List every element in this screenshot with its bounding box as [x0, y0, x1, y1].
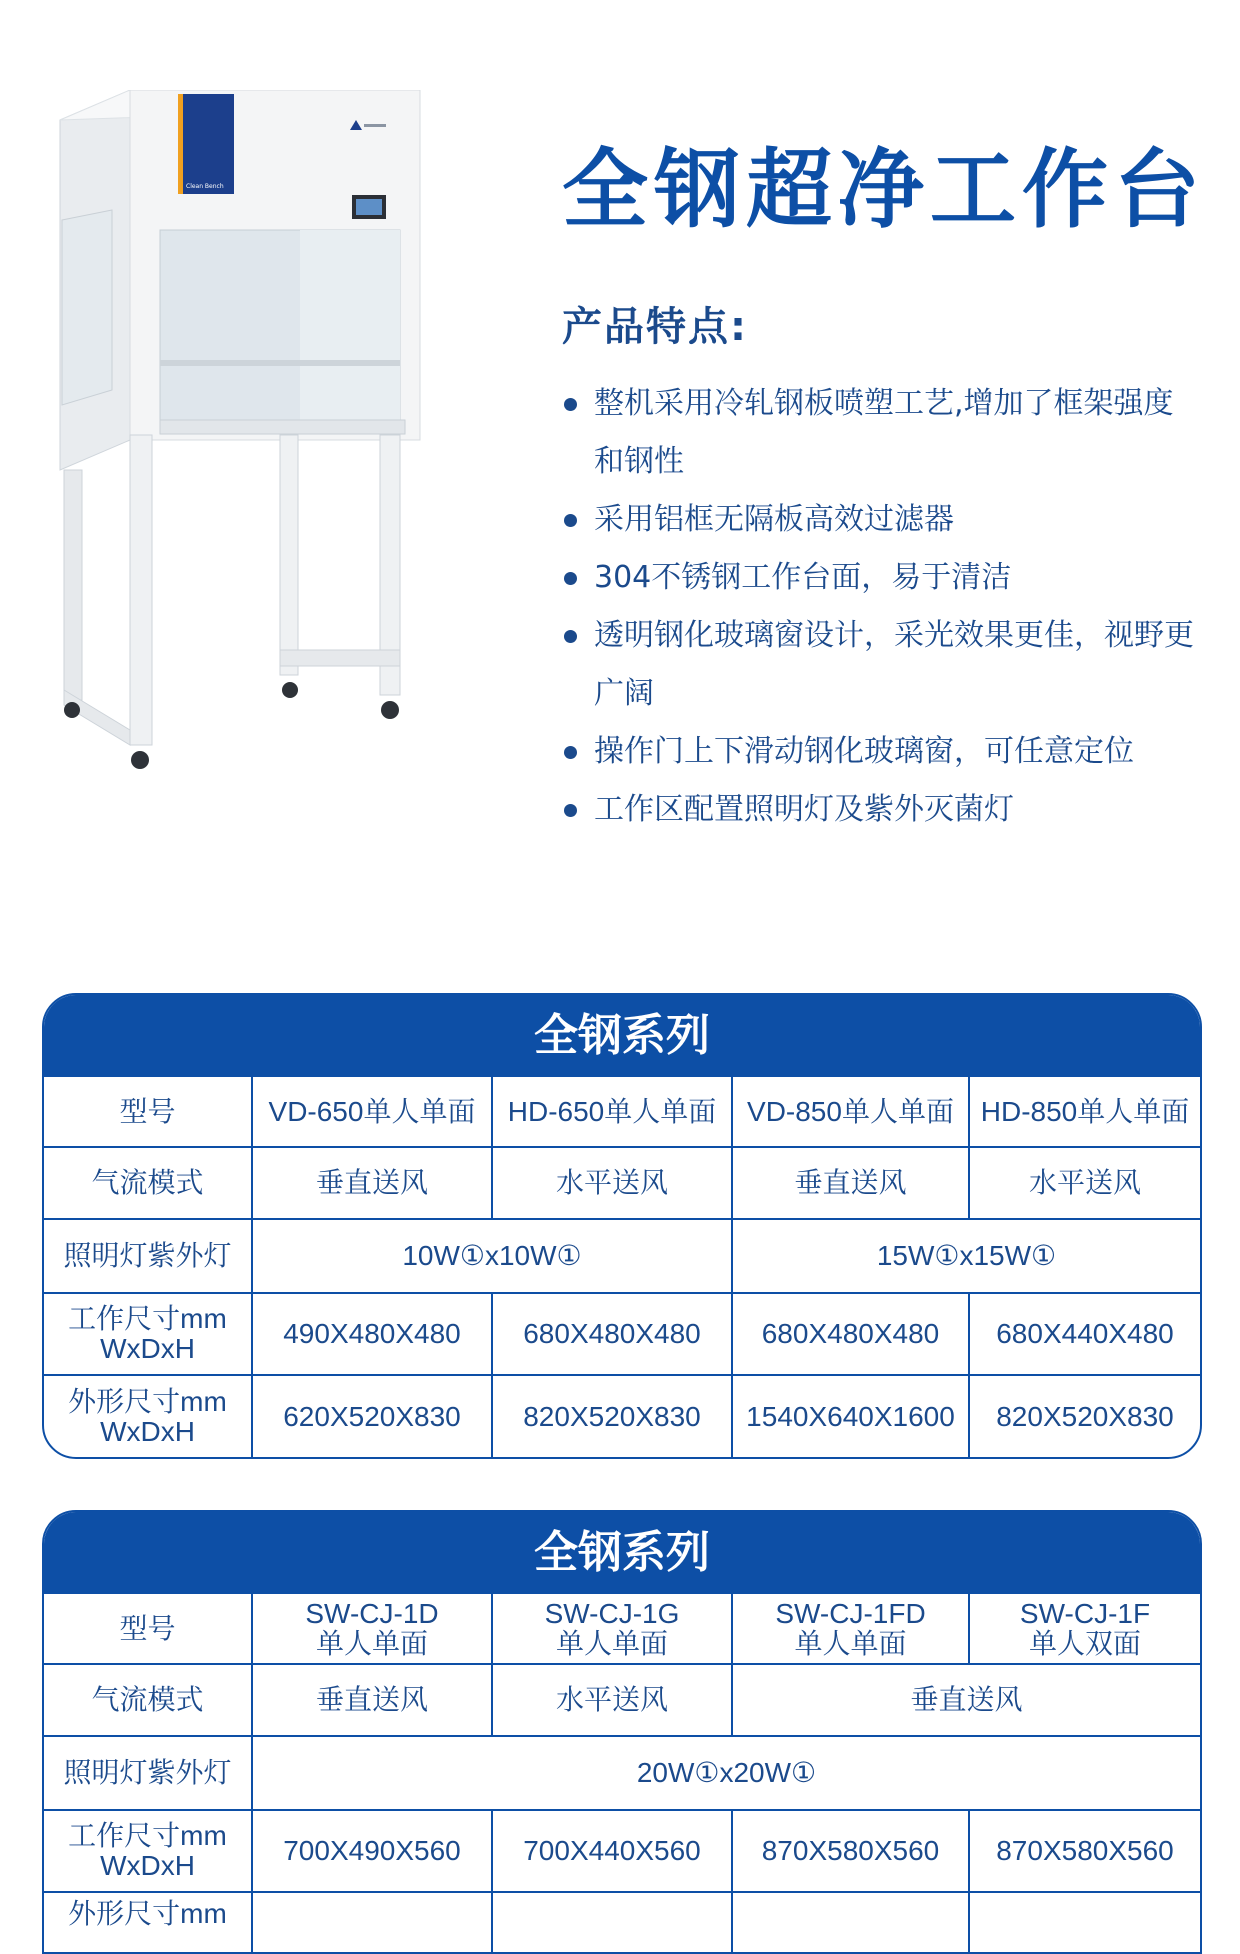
table-cell: SW-CJ-1G 单人单面 — [492, 1594, 732, 1664]
bullet-icon — [564, 746, 577, 759]
feature-item: 整机采用冷轧钢板喷塑工艺,增加了框架强度和钢性 — [562, 375, 1202, 491]
table-cell: 820X520X830 — [492, 1375, 732, 1457]
table-cell: HD-650单人单面 — [492, 1077, 732, 1147]
table-cell — [969, 1892, 1200, 1954]
spec-table-body — [44, 1077, 1200, 1457]
table-cell: HD-850单人单面 — [969, 1077, 1200, 1147]
table-cell: 700X440X560 — [492, 1810, 732, 1892]
table-cell — [252, 1892, 492, 1954]
table-cell: 870X580X560 — [732, 1810, 969, 1892]
row-label: 照明灯紫外灯 — [44, 1219, 252, 1293]
svg-text:Clean Bench: Clean Bench — [186, 183, 224, 190]
table-cell: 680X480X480 — [492, 1293, 732, 1375]
table-cell: 820X520X830 — [969, 1375, 1200, 1457]
row-label: 工作尺寸mm WxDxH — [44, 1293, 252, 1375]
table-cell: 870X580X560 — [969, 1810, 1200, 1892]
table-cell: 680X480X480 — [732, 1293, 969, 1375]
table-cell — [492, 1892, 732, 1954]
spec-table-2 — [42, 1510, 1202, 1954]
spec-table-1 — [42, 993, 1202, 1459]
feature-item: 采用铝框无隔板高效过滤器 — [562, 491, 1202, 549]
clean-bench-image — [50, 90, 530, 870]
feature-item: 透明钢化玻璃窗设计，采光效果更佳，视野更广阔 — [562, 607, 1202, 723]
bullet-icon — [564, 572, 577, 585]
table-cell: 水平送风 — [969, 1147, 1200, 1219]
table-row — [44, 1147, 1200, 1219]
table-cell: VD-650单人单面 — [252, 1077, 492, 1147]
table-cell: 680X440X480 — [969, 1293, 1200, 1375]
table-cell: 490X480X480 — [252, 1293, 492, 1375]
table-cell: 700X490X560 — [252, 1810, 492, 1892]
feature-item: 304不锈钢工作台面，易于清洁 — [562, 549, 1202, 607]
table-cell — [732, 1892, 969, 1954]
table-row — [44, 1594, 1200, 1664]
table-cell: 垂直送风 — [252, 1147, 492, 1219]
bullet-icon — [564, 398, 577, 411]
row-label: 照明灯紫外灯 — [44, 1736, 252, 1810]
table-cell: 15W①x15W① — [732, 1219, 1200, 1293]
feature-item: 操作门上下滑动钢化玻璃窗，可任意定位 — [562, 723, 1202, 781]
table-row — [44, 1736, 1200, 1810]
table-cell: SW-CJ-1FD 单人单面 — [732, 1594, 969, 1664]
table-row — [44, 1810, 1200, 1892]
table-heading: 全钢系列 — [44, 995, 1200, 1077]
table-row — [44, 1219, 1200, 1293]
table-row — [44, 1375, 1200, 1457]
row-label: 型号 — [44, 1077, 252, 1147]
row-label: 工作尺寸mm WxDxH — [44, 1810, 252, 1892]
table-cell: 垂直送风 — [732, 1147, 969, 1219]
table-row — [44, 1293, 1200, 1375]
row-label: 气流模式 — [44, 1147, 252, 1219]
row-label: 外形尺寸mm WxDxH — [44, 1375, 252, 1457]
features-list — [562, 375, 1202, 839]
row-label: 气流模式 — [44, 1664, 252, 1736]
table-cell: 1540X640X1600 — [732, 1375, 969, 1457]
table-cell: 水平送风 — [492, 1147, 732, 1219]
table-cell: 10W①x10W① — [252, 1219, 732, 1293]
spec-table-body — [44, 1594, 1200, 1954]
table-cell: 垂直送风 — [252, 1664, 492, 1736]
table-row — [44, 1077, 1200, 1147]
table-cell: VD-850单人单面 — [732, 1077, 969, 1147]
bullet-icon — [564, 514, 577, 527]
row-label: 外形尺寸mm — [44, 1892, 252, 1954]
feature-item: 工作区配置照明灯及紫外灭菌灯 — [562, 781, 1202, 839]
table-cell: 620X520X830 — [252, 1375, 492, 1457]
table-cell: 水平送风 — [492, 1664, 732, 1736]
hero-section — [0, 0, 1240, 940]
table-row — [44, 1892, 1200, 1954]
table-heading: 全钢系列 — [44, 1512, 1200, 1594]
table-row — [44, 1664, 1200, 1736]
row-label: 型号 — [44, 1594, 252, 1664]
table-cell: 垂直送风 — [732, 1664, 1200, 1736]
table-cell: 20W①x20W① — [252, 1736, 1200, 1810]
features-heading: 产品特点: — [562, 304, 748, 350]
table-cell: SW-CJ-1F 单人双面 — [969, 1594, 1200, 1664]
table-cell: SW-CJ-1D 单人单面 — [252, 1594, 492, 1664]
bullet-icon — [564, 630, 577, 643]
page-title: 全钢超净工作台 — [562, 140, 1206, 240]
bullet-icon — [564, 804, 577, 817]
